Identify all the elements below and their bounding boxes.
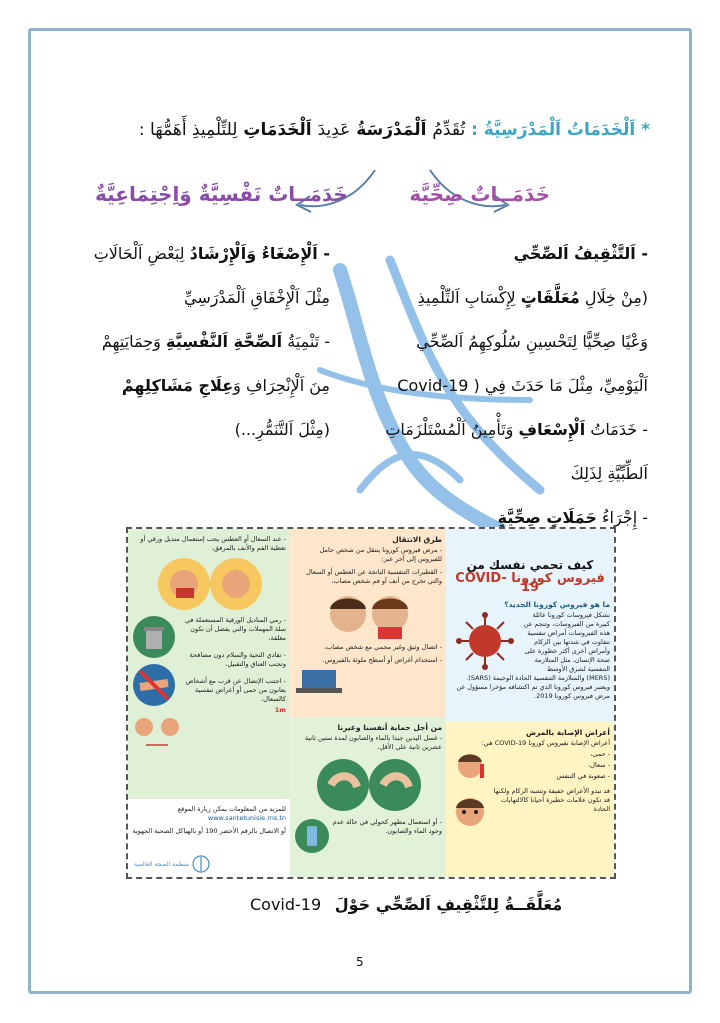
- psy-line-3b: اَلصِّحَّةِ اَلنَّفْسِيَّةِ: [165, 332, 283, 351]
- transmission-4: - استخدام أغراض أو أسطح ملوثة بالفيروس.: [322, 656, 442, 664]
- symptoms-note: قد تبدو الأعراض خفيفة وتشبه الزكام ولكنها قد تكون علامات خطيرة أحيانا كالالتهابات الحادة: [493, 787, 610, 813]
- health-line-5c: وَتَأْمِينُ اَلْمُسْتَلْزَمَاتِ: [385, 420, 514, 439]
- psy-item: [40, 364, 330, 408]
- symptoms-title: أعراض الإصابة بالمرض: [525, 728, 610, 737]
- protection-section: [290, 717, 446, 877]
- health-item: [348, 364, 648, 408]
- info-url: www.santetunisie.rns.tn: [207, 814, 286, 822]
- protection-title: من أجل حماية أنفسنا وغيرنا: [337, 723, 442, 732]
- covering-cough-icon: [154, 556, 264, 612]
- health-line-7b: حَمَلَاتٍ صِحِّيَّةٍ: [497, 508, 597, 527]
- info-note: أو الاتصال بالرقم الأخضر 190 أو بالهياكل الصحية الجهوية: [132, 827, 286, 835]
- poster-question-text: تشكل فيروسات كورونا عائلة كبيرة من الفيروسات، وتنجم عن هذه الفيروسات أمراض تنفسية تتفاوت في شدتها بين الزكام وأمراض أخرى أكثر خطورة على صحة الإنسان، مثل المتلازمة التنفسية لشرق الأوسط (MERS) والمتلازمة التنفسية الحادة الوخيمة (SARS). ويعتبر فيروس كورونا الذي تم اكتشافه مؤخرا مسؤول عن مرض فيروس كورونا 2019.: [456, 611, 610, 700]
- distance-icon: [132, 711, 182, 755]
- health-line-2a: (مِنْ خِلَالِ: [584, 288, 648, 307]
- tip-1: - عند السعال أو العطس يجب إستعمال منديل ورقي أو تغطية الفم والأنف بالمرفق،: [140, 535, 286, 552]
- caption-text: مُعَلَّقَــةُ لِلتَّثْقِيفِ اَلصِّحِّي حَوْلَ: [334, 895, 563, 914]
- no-handshake-icon: [132, 663, 176, 707]
- distance-label: 1m: [274, 706, 286, 714]
- tip-3: - تفادي التحية والسلام دون مصافحة وتجنب العناق والتقبيل،: [189, 651, 286, 668]
- psy-line-3a: - تَنْمِيَةُ: [287, 332, 330, 351]
- tip-2: - رمي المناديل الورقية المستعملة في سلة المهملات والتي يفضل أن تكون مغلقة،: [184, 616, 286, 642]
- sick-child-icon: [450, 750, 490, 786]
- star-bullet: *: [641, 120, 650, 140]
- heading-label: اَلْخَدَمَاتُ اَلْمَدْرَسِيَّةُ :: [471, 120, 636, 140]
- psy-line-1b: لِبَعْضِ اَلْحَالَاتِ: [93, 244, 185, 263]
- poster-title-2: فيروس كورونا COVID-19: [455, 571, 605, 595]
- info-section: [128, 799, 290, 877]
- health-item: [348, 452, 648, 496]
- health-line-7a: - إِجْرَاءُ: [602, 508, 648, 527]
- symptom-2: - سعال،: [588, 761, 610, 769]
- heading-text-4: اَلْخَدَمَاتِ: [243, 120, 312, 140]
- health-line-2b: مُعَلَّقَاتٍ: [520, 288, 580, 307]
- health-services-list: [348, 232, 648, 540]
- psy-line-4a: مِنَ اَلْإِنْحِرَافِ وَ: [233, 376, 330, 395]
- transmission-title: طرق الانتقال: [392, 535, 442, 544]
- psy-line-4b: عِلَاجِ مَشَاكِلِهِمْ: [121, 376, 234, 395]
- covid-poster: [126, 527, 616, 879]
- transmission-2: - القطيرات التنفسية الناتجة عن العطس أو السعال والتي تخرج من أنف أو فم شخص مصاب،: [306, 568, 442, 585]
- info-line: [132, 805, 286, 823]
- section-heading: [50, 120, 650, 140]
- heading-text-1: تُقَدِّمُ: [432, 120, 466, 140]
- page-number: 5: [356, 955, 364, 969]
- symptoms-section: [446, 722, 614, 877]
- heading-text-2: اَلْمَدْرَسَةُ: [356, 120, 427, 140]
- who-logo: [134, 855, 210, 873]
- heading-text-5: لِلتِّلْمِيذِ أَهَمُّهَا :: [138, 120, 238, 140]
- poster-caption: [250, 895, 562, 914]
- caption-suffix: Covid-19: [250, 895, 322, 914]
- health-item: [348, 320, 648, 364]
- poster-column-intro: [446, 529, 614, 877]
- symptom-3: - صعوبة في التنفس: [556, 772, 610, 780]
- psy-item: [40, 276, 330, 320]
- sanitizer-icon: [294, 818, 330, 854]
- protection-2: - أو استعمال مطهر كحولي في حالة عدم وجود الماء والصابون.: [332, 818, 442, 835]
- symptom-1: - حمى،: [590, 750, 610, 758]
- health-line-2c: لِإِكْسَابِ اَلتِّلْمِيذِ: [417, 288, 516, 307]
- poster-column-tips: [128, 529, 290, 877]
- poster-question-title: ما هو فيروس كورونا الجديد؟: [504, 600, 610, 609]
- psy-item: [40, 408, 330, 452]
- heading-text-3: عَدِيدَ: [317, 120, 351, 140]
- sick-child-icon: [450, 792, 490, 832]
- poster-title-1: كيف تحمي نفسك من: [466, 558, 594, 572]
- health-line-5b: اَلْإِسْعَافِ: [518, 420, 586, 439]
- health-line-6: اَلطِّبِّيَّةِ لِذَلِكَ: [570, 464, 648, 483]
- transmission-1: - مرض فيروس كورونا ينتقل من شخص حامل للفيروس إلى آخر عبر:: [319, 546, 442, 563]
- who-name: منظمة الصحة العالمية: [134, 860, 189, 868]
- health-line-3: وَعْيًا صِحِّيًّا لِتَحْسِينِ سُلُوكِهِمُ اَلصِّحِّي: [416, 332, 648, 351]
- health-services-title: خَدَمَــاتٌ صِحِّيَّة: [409, 182, 550, 206]
- hand-washing-icon: [313, 755, 423, 815]
- children-coughing-icon: [318, 589, 418, 639]
- health-line-5a: - خَدَمَاتُ: [590, 420, 648, 439]
- health-item: [348, 408, 648, 452]
- protection-1: - غسل اليدين جيدا بالماء والصابون لمدة ستين ثانية عشرين ثانية على الأقل،: [304, 734, 442, 751]
- info-text: للمزيد من المعلومات يمكن زيارة الموقع: [177, 805, 286, 813]
- health-line-4a: اَلْيَوْمِيِّ، مِثْلَ مَا حَدَثَ فِي: [484, 376, 648, 395]
- poster-column-transmission: [290, 529, 446, 877]
- symptoms-intro: أعراض الإصابة بفيروس كورونا COVID-19 هي:: [481, 739, 610, 747]
- psy-line-2: مِثْلَ اَلْإِخْفَاقِ اَلْمَدْرَسِيِّ: [184, 288, 330, 307]
- psy-item: [40, 232, 330, 276]
- psy-item: [40, 320, 330, 364]
- tip-4: - اجتنب الإتصال عن قرب مع أشخاص يعانون من حمى أو أعراض تنفسية كالسعال،: [185, 677, 286, 703]
- psy-line-1a: - اَلْإِصْغَاءُ وَاَلْإِرْشَادُ: [189, 244, 330, 263]
- virus-icon: [450, 611, 520, 671]
- psy-line-3c: وَحِمَايَتِهِمْ: [101, 332, 161, 351]
- health-item: [348, 276, 648, 320]
- psy-line-5: (مِثْلَ اَلتَّنَمُّرِ...): [234, 420, 330, 439]
- psychosocial-services-list: [40, 232, 330, 452]
- who-emblem-icon: [192, 855, 210, 873]
- health-line-4b: Covid-19 ): [397, 376, 480, 395]
- laptop-icon: [294, 668, 344, 696]
- psychosocial-services-title: خَدَمَــاتٌ نَفْسِيَّةٌ وَاِجْتِمَاعِيَّةٌ: [95, 182, 348, 206]
- health-line-1: - اَلتَّثْقِيفُ اَلصِّحِّي: [513, 244, 648, 263]
- health-item: [348, 232, 648, 276]
- trash-bin-icon: [132, 615, 176, 659]
- transmission-3: - اتصال وثيق وغير محمي مع شخص مصاب،: [324, 643, 442, 651]
